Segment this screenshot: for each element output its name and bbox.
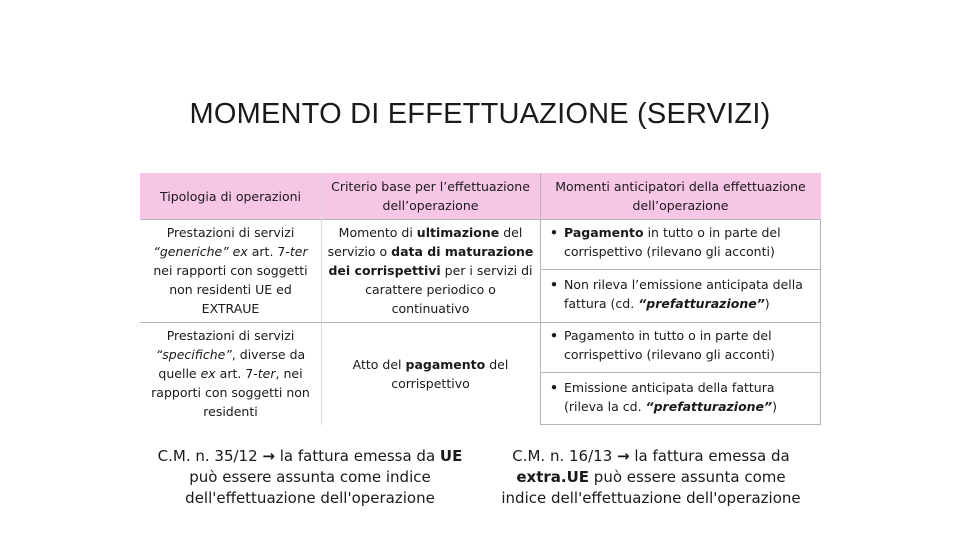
grid-line bbox=[140, 322, 821, 323]
arrow-right-icon: → bbox=[262, 447, 275, 465]
note-right: C.M. n. 16/13 → la fattura emessa da extra.UE può essere assunta come indice dell'effettuazione dell'operazione bbox=[501, 447, 801, 507]
effettuazione-table bbox=[140, 173, 821, 425]
row2-criterio: Atto del pagamento del corrispettivo bbox=[352, 356, 509, 391]
row1-momenti-item-2: • Non rileva l’emissione anticipata della fattura (cd. “prefatturazione”) bbox=[550, 277, 803, 311]
row1-momenti-item-1: • Pagamento in tutto o in parte del corrispettivo (rilevano gli acconti) bbox=[550, 225, 781, 259]
arrow-right-icon: → bbox=[617, 447, 630, 465]
grid-line bbox=[540, 173, 541, 425]
row2-momenti-item-1: • Pagamento in tutto o in parte del corrispettivo (rilevano gli acconti) bbox=[550, 328, 775, 362]
grid-line bbox=[540, 424, 821, 425]
row1-tipologia: Prestazioni di servizi “generiche” ex art. 7-ter nei rapporti con soggetti non residenti UE ed EXTRAUE bbox=[153, 225, 308, 316]
grid-line bbox=[321, 173, 322, 425]
header-tipologia: Tipologia di operazioni bbox=[140, 173, 321, 219]
header-momenti: Momenti anticipatori della effettuazione dell’operazione bbox=[540, 173, 821, 219]
page-title: MOMENTO DI EFFETTUAZIONE (SERVIZI) bbox=[189, 98, 771, 130]
header-criterio: Criterio base per l’effettuazione dell’operazione bbox=[321, 173, 540, 219]
grid-line bbox=[540, 269, 821, 270]
grid-line bbox=[140, 219, 821, 220]
grid-line bbox=[540, 372, 821, 373]
note-left: C.M. n. 35/12 → la fattura emessa da UE può essere assunta come indice dell'effettuazione dell'operazione bbox=[157, 447, 463, 507]
row1-criterio: Momento di ultimazione del servizio o data di maturazione dei corrispettivi per i servizi di carattere periodico o continuativo bbox=[327, 225, 534, 316]
row2-momenti-item-2: • Emissione anticipata della fattura (rileva la cd. “prefatturazione”) bbox=[550, 380, 777, 414]
row2-tipologia: Prestazioni di servizi “specifiche”, diverse da quelle ex art. 7-ter, nei rapporti con soggetti non residenti bbox=[151, 328, 310, 419]
grid-line bbox=[820, 219, 821, 425]
